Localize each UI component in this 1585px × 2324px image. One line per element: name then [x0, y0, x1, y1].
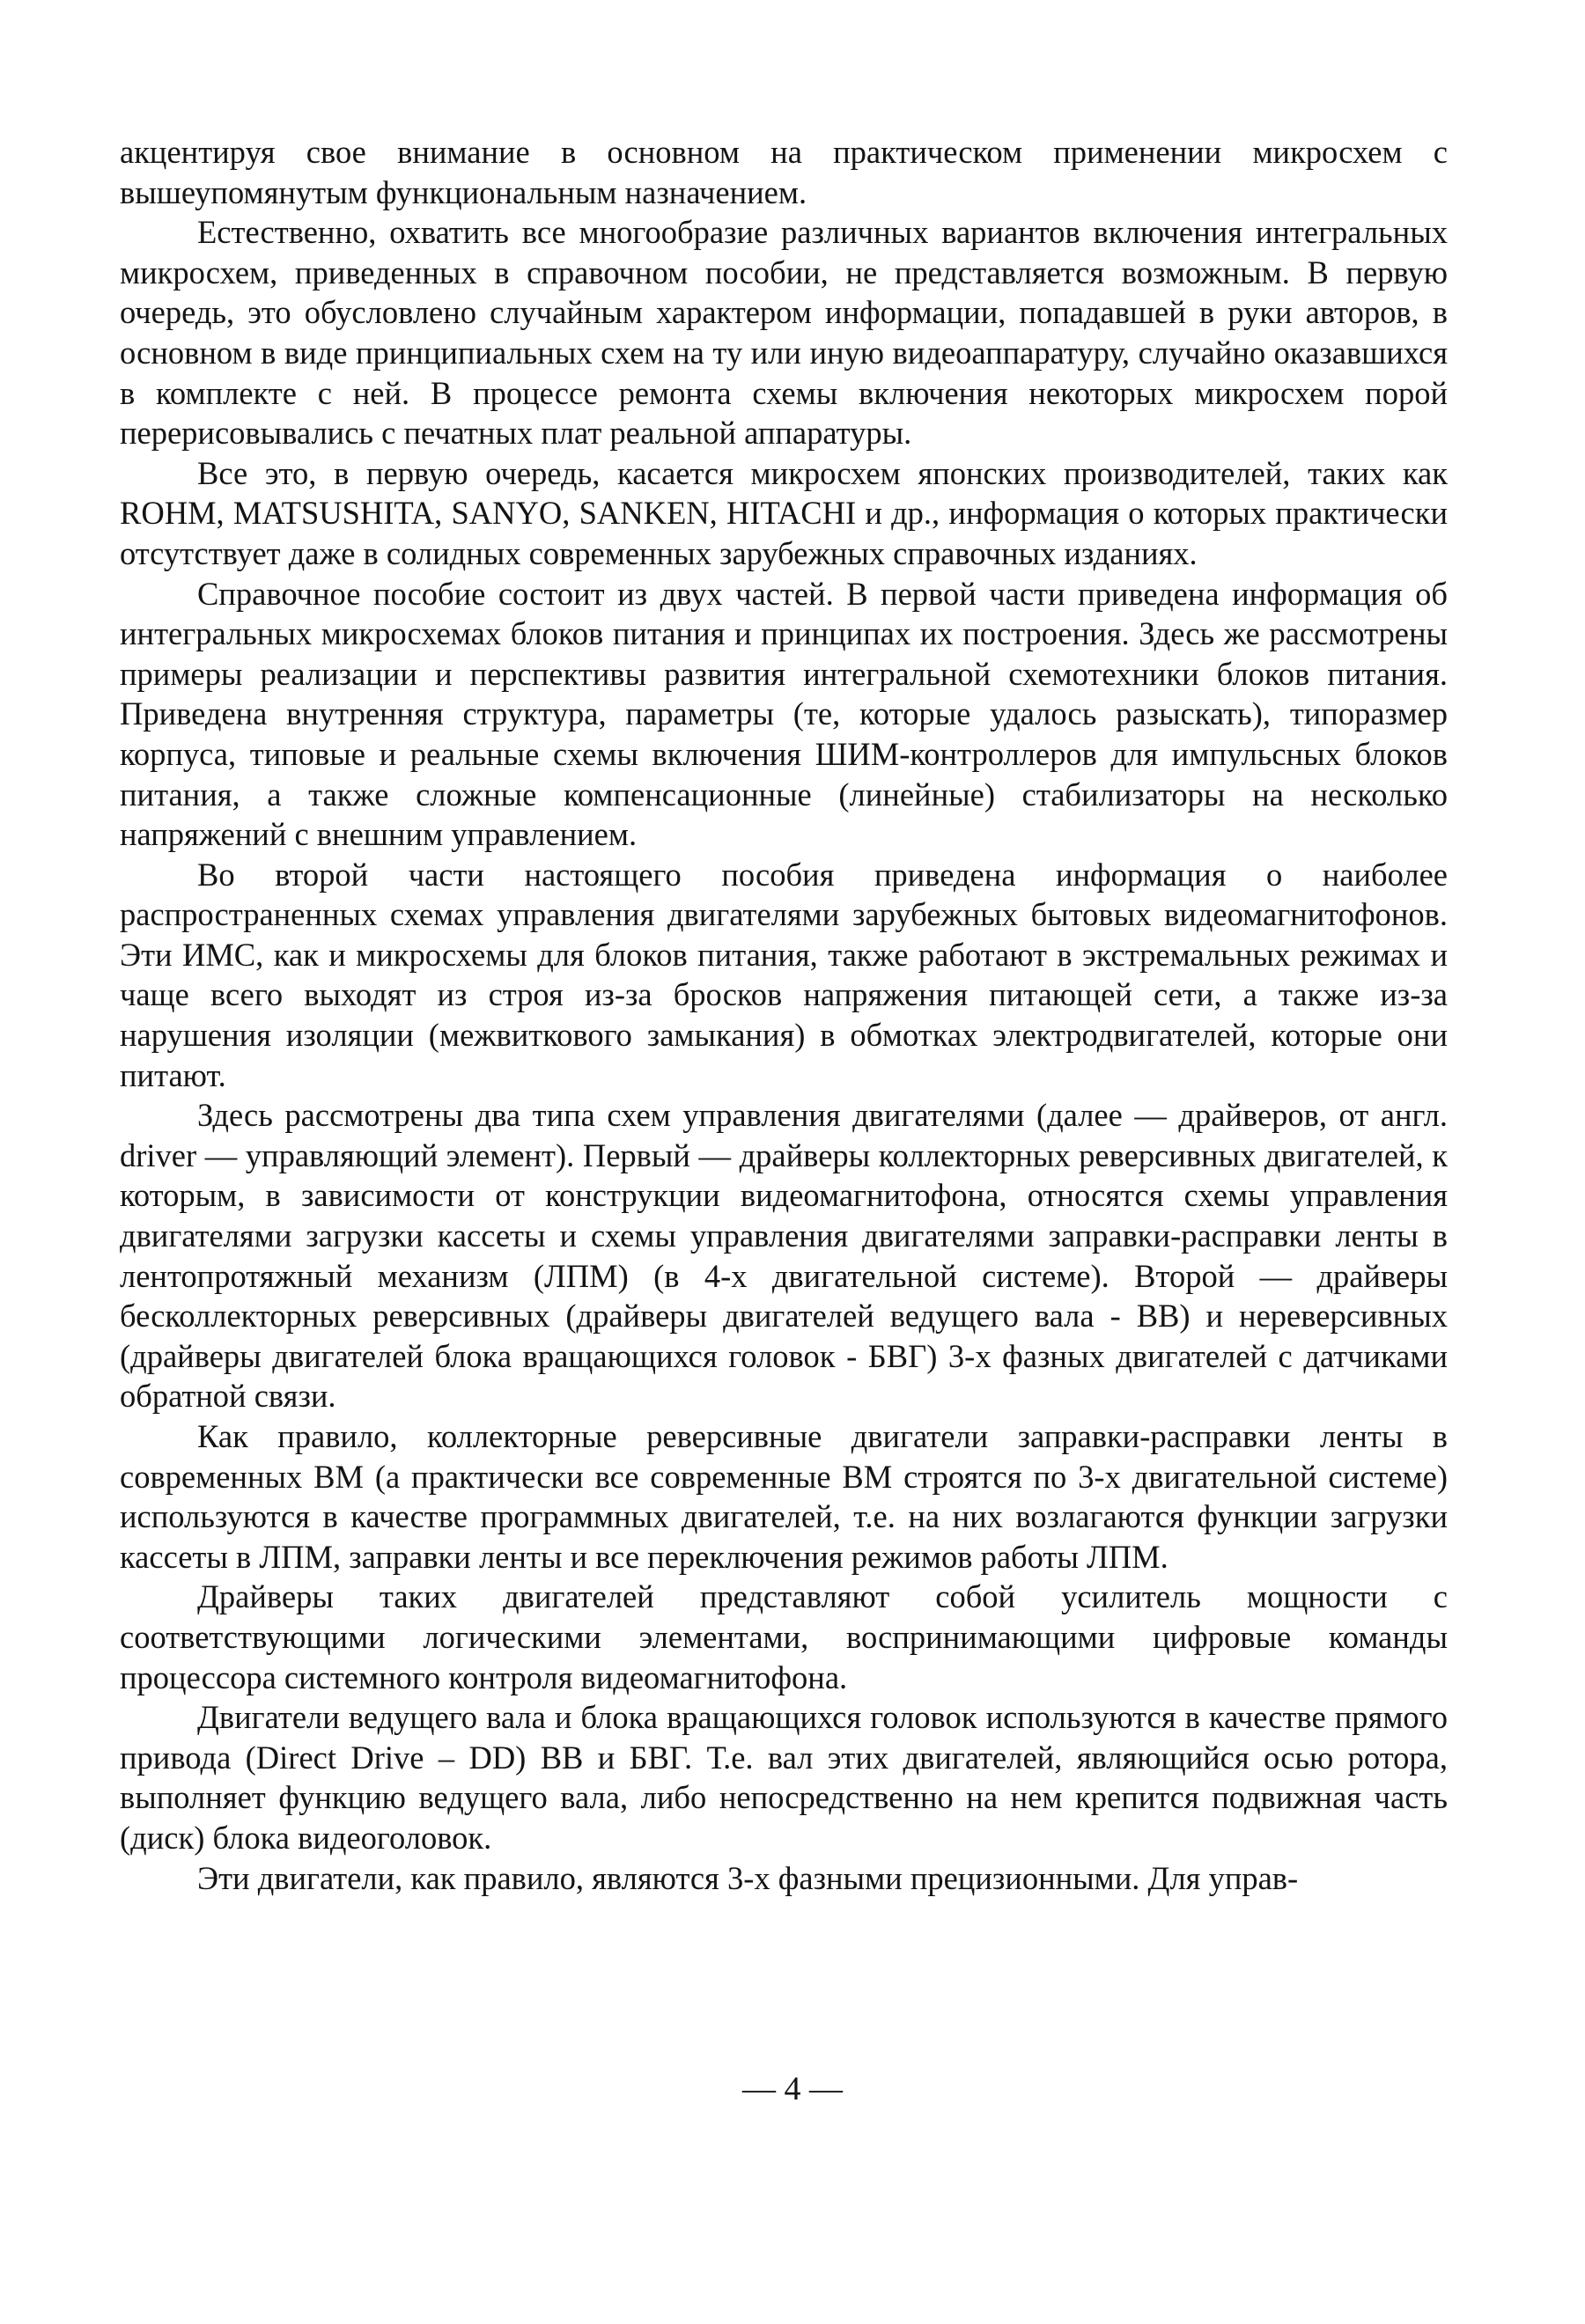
- paragraph-4: Справочное пособие состоит из двух частей. В первой части приведена информация об интегральных микросхемах блоков питания и принципах их построения. Здесь же рассмотрены примеры реализации и перспективы развития интегральной схемотехники блоков питания. Приведена внутренняя структура, параметры (те, которые удалось разыскать), типоразмер корпуса, типовые и реальные схемы включения ШИМ-контроллеров для импульсных блоков питания, а также сложные компенсационные (линейные) стабилизаторы на несколько напряжений с внешним управлением.: [120, 575, 1448, 853]
- paragraph-2: Естественно, охватить все многообразие различных вариантов включения интегральных микросхем, приведенных в справочном пособии, не представляется возможным. В первую очередь, это обусловлено случайным характером информации, попадавшей в руки авторов, в основном в виде принципиальных схем на ту или иную видеоаппаратуру, случайно оказавшихся в комплекте с ней. В процессе ремонта схемы включения некоторых микросхем порой перерисовывались с печатных плат реальной аппаратуры.: [120, 214, 1448, 452]
- paragraph-1: акцентируя свое внимание в основном на практическом применении микросхем с вышеупомянутым функциональным назначением.: [120, 134, 1448, 210]
- paragraph-6: Здесь рассмотрены два типа схем управления двигателями (далее — драйверов, от англ. driver — управляющий элемент). Первый — драйверы коллекторных реверсивных двигателей, к которым, в зависимости от конструкции видеомагнитофона, относятся схемы управления двигателями загрузки кассеты и схемы управления двигателями заправки-расправки ленты в лентопротяжный механизм (ЛПМ) (в 4-х двигательной системе). Второй — драйверы бесколлекторных реверсивных (драйверы двигателей ведущего вала - ВВ) и нереверсивных (драйверы двигателей блока вращающихся головок - БВГ) 3-х фазных двигателей с датчиками обратной связи.: [120, 1097, 1448, 1415]
- page-body: [120, 132, 1448, 1898]
- page-number: — 4 —: [742, 2070, 843, 2107]
- paragraph-5: Во второй части настоящего пособия приведена информация о наиболее распространенных схемах управления двигателями зарубежных бытовых видеомагнитофонов. Эти ИМС, как и микросхемы для блоков питания, также работают в экстремальных режимах и чаще всего выходят из строя из-за бросков напряжения питающей сети, а также из-за нарушения изоляции (межвиткового замыкания) в обмотках электродвигателей, которые они питают.: [120, 856, 1448, 1093]
- paragraph-7: Как правило, коллекторные реверсивные двигатели заправки-расправки ленты в современных ВМ (а практически все современные ВМ строятся по 3-х двигательной системе) используются в качестве программных двигателей, т.е. на них возлагаются функции загрузки кассеты в ЛПМ, заправки ленты и все переключения режимов работы ЛПМ.: [120, 1418, 1448, 1575]
- paragraph-3: Все это, в первую очередь, касается микросхем японских производителей, таких как ROHM, MATSUSHITA, SANYO, SANKEN, HITACHI и др., информация о которых практически отсутствует даже в солидных современных зарубежных справочных изданиях.: [120, 454, 1448, 571]
- paragraph-10: Эти двигатели, как правило, являются 3-х фазными прецизионными. Для управ-: [197, 1859, 1299, 1896]
- paragraph-9: Двигатели ведущего вала и блока вращающихся головок используются в качестве прямого привода (Direct Drive – DD) ВВ и БВГ. Т.е. вал этих двигателей, являющийся осью ротора, выполняет функцию ведущего вала, либо непосредственно на нем крепится подвижная часть (диск) блока видеоголовок.: [120, 1699, 1448, 1856]
- paragraph-8: Драйверы таких двигателей представляют собой усилитель мощности с соответствующими логическими элементами, воспринимающими цифровые команды процессора системного контроля видеомагнитофона.: [120, 1578, 1448, 1695]
